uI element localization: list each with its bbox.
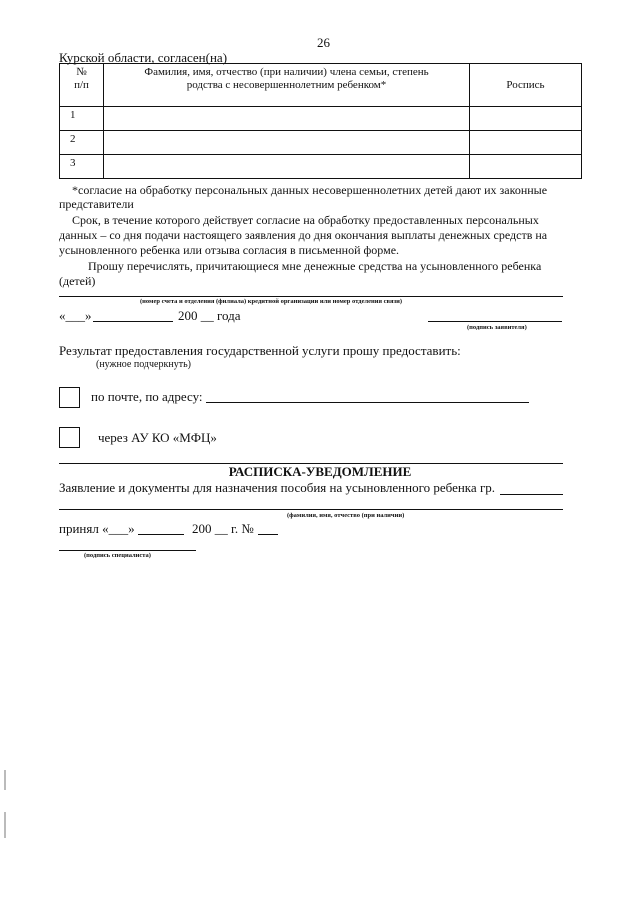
fio-line[interactable] bbox=[59, 509, 563, 510]
row-number: 2 bbox=[60, 131, 104, 155]
applicant-sign-caption: (подпись заявителя) bbox=[467, 324, 527, 331]
scan-artifact bbox=[4, 812, 6, 838]
table-header-row bbox=[60, 64, 582, 107]
page-number: 26 bbox=[317, 35, 330, 50]
row-number: 3 bbox=[60, 155, 104, 179]
row-sign[interactable] bbox=[470, 131, 582, 155]
date-year: 200 __ года bbox=[178, 308, 241, 323]
header-name: Фамилия, имя, отчество (при наличии) члена семьи, степень родства с несовершеннолетним ребенком* bbox=[104, 64, 470, 107]
term-line2: данных – со дня подачи настоящего заявления до дня окончания выплаты денежных средств на bbox=[59, 228, 548, 242]
scan-artifact bbox=[4, 770, 6, 790]
row-sign[interactable] bbox=[470, 155, 582, 179]
footnote-line1: *согласие на обработку персональных данных несовершеннолетних детей дают их законные bbox=[72, 183, 548, 197]
applicant-sign-line[interactable] bbox=[428, 321, 562, 322]
receipt-title: РАСПИСКА-УВЕДОМЛЕНИЕ bbox=[228, 464, 412, 479]
header-number: № п/п bbox=[60, 64, 104, 107]
post-checkbox[interactable] bbox=[59, 387, 80, 408]
address-line[interactable] bbox=[206, 402, 529, 403]
post-option-label: по почте, по адресу: bbox=[91, 389, 203, 404]
table-row bbox=[60, 131, 582, 155]
account-line[interactable] bbox=[59, 296, 563, 297]
accepted-year: 200 __ г. № bbox=[192, 521, 254, 536]
header-sign: Роспись bbox=[470, 64, 582, 107]
table-row bbox=[60, 107, 582, 131]
account-caption: (номер счета и отделения (филиала) кредитной организации или номер отделения связи) bbox=[140, 298, 402, 305]
fio-caption: (фамилия, имя, отчество (при наличии) bbox=[287, 512, 405, 519]
term-line1: Срок, в течение которого действует согласие на обработку предоставленных персональных bbox=[72, 213, 539, 227]
receipt-statement: Заявление и документы для назначения пособия на усыновленного ребенка гр. bbox=[59, 480, 496, 495]
row-name[interactable] bbox=[104, 131, 470, 155]
intro-line: Курской области, согласен(на) bbox=[59, 50, 228, 65]
consent-table bbox=[59, 63, 582, 179]
date-month-line[interactable] bbox=[93, 321, 173, 322]
row-number: 1 bbox=[60, 107, 104, 131]
row-sign[interactable] bbox=[470, 107, 582, 131]
term-line3: усыновленного ребенка или отзыва согласия в письменной форме. bbox=[59, 243, 400, 257]
table-row bbox=[60, 155, 582, 179]
row-name[interactable] bbox=[104, 107, 470, 131]
specialist-sign-line[interactable] bbox=[59, 550, 196, 551]
transfer-line1: Прошу перечислять, причитающиеся мне денежные средства на усыновленного ребенка bbox=[88, 259, 542, 273]
date-prefix: «___» bbox=[59, 308, 92, 323]
mfc-checkbox[interactable] bbox=[59, 427, 80, 448]
footnote-line2: представители bbox=[59, 197, 134, 211]
mfc-option-label: через АУ КО «МФЦ» bbox=[98, 430, 217, 445]
transfer-line2: (детей) bbox=[59, 274, 96, 288]
result-text: Результат предоставления государственной услуги прошу предоставить: bbox=[59, 343, 461, 358]
accepted-month-line[interactable] bbox=[138, 534, 184, 535]
accepted-number-line[interactable] bbox=[258, 534, 278, 535]
child-name-line[interactable] bbox=[500, 494, 563, 495]
result-hint: (нужное подчеркнуть) bbox=[96, 359, 191, 370]
specialist-sign-caption: (подпись специалиста) bbox=[84, 552, 151, 559]
accepted-label: принял «___» bbox=[59, 521, 135, 536]
row-name[interactable] bbox=[104, 155, 470, 179]
